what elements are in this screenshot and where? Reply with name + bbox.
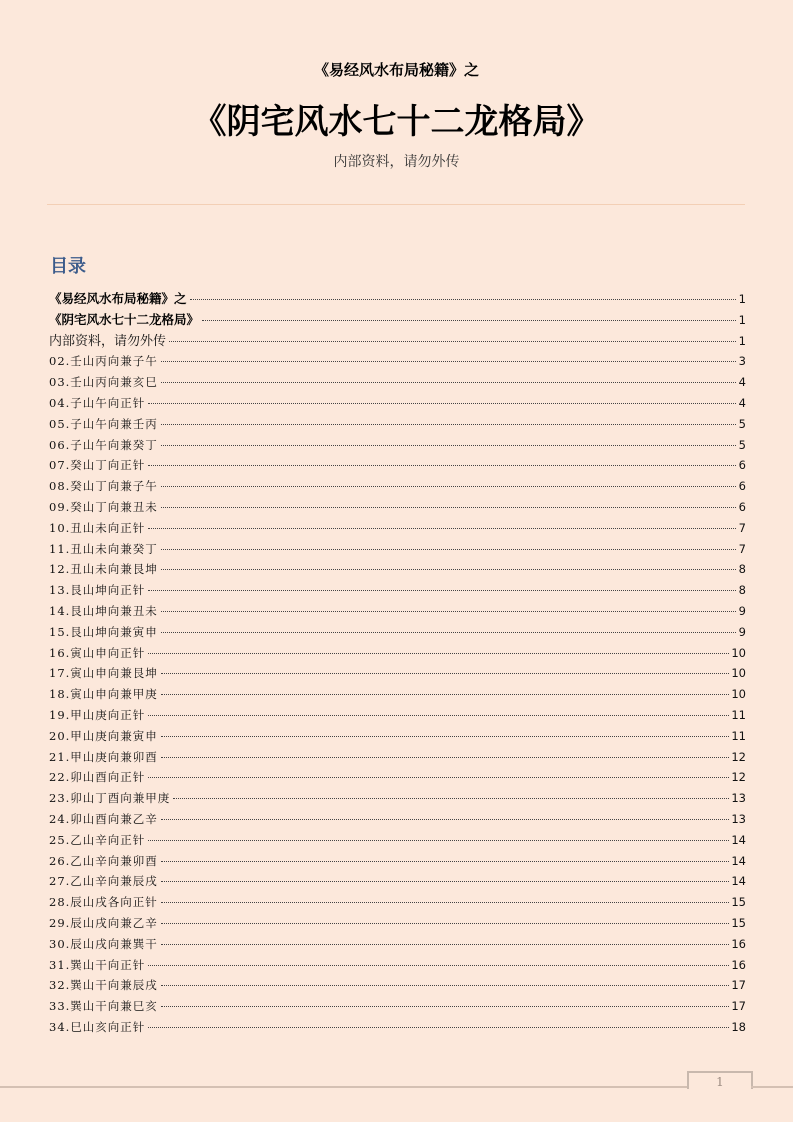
- toc-entry-page: 11: [731, 707, 746, 722]
- toc-entry-label: 28.辰山戌各向正针: [49, 895, 158, 910]
- toc-entry[interactable]: [49, 955, 746, 976]
- toc-entry-label: 06.子山午向兼癸丁: [49, 437, 158, 452]
- toc-entry[interactable]: [49, 372, 746, 393]
- toc-entry-label: 08.癸山丁向兼子午: [49, 479, 158, 494]
- toc-entry[interactable]: [49, 518, 746, 539]
- toc-entry[interactable]: [49, 580, 746, 601]
- toc-entry[interactable]: [49, 622, 746, 643]
- toc-entry-label: 26.乙山辛向兼卯酉: [49, 853, 158, 868]
- header-divider: [47, 204, 745, 205]
- toc-entry[interactable]: [49, 663, 746, 684]
- toc-entry-label: 13.艮山坤向正针: [49, 583, 146, 598]
- toc-entry[interactable]: [49, 851, 746, 872]
- toc-entry[interactable]: [49, 601, 746, 622]
- toc-heading: 目录: [50, 256, 86, 277]
- toc-entry-label: 19.甲山庚向正针: [49, 707, 146, 722]
- toc-entry-page: 13: [731, 811, 746, 826]
- toc-entry-page: 5: [738, 416, 746, 431]
- toc-entry-page: 1: [738, 312, 746, 327]
- toc-entry-label: 10.丑山未向正针: [49, 520, 146, 535]
- toc-entry-label: 14.艮山坤向兼丑未: [49, 603, 158, 618]
- toc-dot-leader: [161, 361, 736, 362]
- toc-entry[interactable]: [49, 393, 746, 414]
- toc-entry[interactable]: [49, 1017, 746, 1038]
- toc-dot-leader: [161, 549, 736, 550]
- toc-entry-label: 04.子山午向正针: [49, 395, 146, 410]
- toc-entry-page: 7: [738, 541, 746, 556]
- table-of-contents: [49, 289, 746, 1038]
- toc-entry-label: 24.卯山酉向兼乙辛: [49, 811, 158, 826]
- toc-dot-leader: [161, 424, 736, 425]
- toc-dot-leader: [148, 528, 736, 529]
- toc-entry[interactable]: [49, 455, 746, 476]
- toc-entry-page: 12: [731, 749, 746, 764]
- toc-entry-page: 10: [731, 666, 746, 681]
- toc-dot-leader: [161, 1006, 730, 1007]
- toc-entry-page: 6: [738, 458, 746, 473]
- toc-entry-label: 29.辰山戌向兼乙辛: [49, 915, 158, 930]
- series-title: 《易经风水布局秘籍》之: [313, 61, 479, 79]
- toc-dot-leader: [148, 777, 729, 778]
- toc-entry-page: 3: [738, 354, 746, 369]
- toc-entry[interactable]: [49, 351, 746, 372]
- toc-dot-leader: [161, 445, 736, 446]
- toc-dot-leader: [161, 673, 730, 674]
- document-title: 《阴宅风水七十二龙格局》: [192, 102, 601, 142]
- toc-entry-label: 22.卯山酉向正针: [49, 770, 146, 785]
- toc-dot-leader: [161, 881, 730, 882]
- toc-dot-leader: [161, 923, 730, 924]
- toc-entry-label: 23.卯山丁酉向兼甲庚: [49, 791, 171, 806]
- toc-entry-page: 17: [731, 999, 746, 1014]
- toc-entry-page: 8: [738, 583, 746, 598]
- toc-entry-label: 31.巽山干向正针: [49, 957, 146, 972]
- toc-dot-leader: [148, 465, 736, 466]
- toc-entry[interactable]: [49, 767, 746, 788]
- toc-entry[interactable]: [49, 809, 746, 830]
- toc-entry[interactable]: [49, 289, 746, 310]
- toc-entry-page: 15: [731, 915, 746, 930]
- toc-dot-leader: [161, 382, 736, 383]
- toc-entry-label: 16.寅山申向正针: [49, 645, 146, 660]
- toc-dot-leader: [161, 632, 736, 633]
- page-number-tab: [687, 1071, 753, 1089]
- toc-dot-leader: [161, 507, 736, 508]
- toc-entry-page: 5: [738, 437, 746, 452]
- toc-entry-label: 内部资料，请勿外传: [49, 333, 167, 349]
- toc-entry[interactable]: [49, 830, 746, 851]
- toc-entry[interactable]: [49, 331, 746, 352]
- toc-entry-page: 14: [731, 832, 746, 847]
- toc-entry-label: 20.甲山庚向兼寅申: [49, 728, 158, 743]
- toc-entry-page: 18: [731, 1019, 746, 1034]
- footer-rule-right: [751, 1086, 793, 1088]
- toc-entry[interactable]: [49, 684, 746, 705]
- toc-entry[interactable]: [49, 726, 746, 747]
- toc-entry-label: 27.乙山辛向兼辰戌: [49, 874, 158, 889]
- toc-entry-page: 13: [731, 791, 746, 806]
- toc-entry-label: 25.乙山辛向正针: [49, 832, 146, 847]
- toc-entry-label: 15.艮山坤向兼寅申: [49, 624, 158, 639]
- toc-entry-label: 18.寅山申向兼甲庚: [49, 687, 158, 702]
- toc-entry[interactable]: [49, 934, 746, 955]
- toc-entry-page: 10: [731, 687, 746, 702]
- toc-entry-label: 05.子山午向兼壬丙: [49, 416, 158, 431]
- toc-dot-leader: [161, 902, 730, 903]
- toc-entry-page: 1: [738, 292, 746, 306]
- toc-entry-page: 14: [731, 874, 746, 889]
- toc-entry-label: 21.甲山庚向兼卯酉: [49, 749, 158, 764]
- toc-dot-leader: [161, 944, 730, 945]
- toc-entry-label: 《阴宅风水七十二龙格局》: [49, 311, 200, 327]
- toc-entry[interactable]: [49, 747, 746, 768]
- toc-entry-label: 03.壬山丙向兼亥巳: [49, 375, 158, 390]
- toc-entry-page: 12: [731, 770, 746, 785]
- toc-entry-label: 11.丑山未向兼癸丁: [49, 541, 158, 556]
- toc-dot-leader: [161, 569, 736, 570]
- toc-entry-page: 16: [731, 957, 746, 972]
- toc-dot-leader: [148, 590, 736, 591]
- toc-entry-page: 11: [731, 728, 746, 743]
- toc-entry-label: 30.辰山戌向兼巽干: [49, 936, 158, 951]
- document-subtitle: 内部资料，请勿外传: [333, 154, 460, 170]
- toc-entry-page: 4: [738, 395, 746, 410]
- toc-entry-label: 32.巽山干向兼辰戌: [49, 978, 158, 993]
- toc-entry-label: 02.壬山丙向兼子午: [49, 354, 158, 369]
- toc-entry-page: 6: [738, 499, 746, 514]
- toc-dot-leader: [161, 611, 736, 612]
- toc-entry[interactable]: [49, 788, 746, 809]
- toc-dot-leader: [161, 819, 730, 820]
- toc-entry[interactable]: [49, 643, 746, 664]
- toc-entry-page: 9: [738, 603, 746, 618]
- toc-entry-label: 34.巳山亥向正针: [49, 1019, 146, 1034]
- toc-dot-leader: [148, 1027, 729, 1028]
- toc-dot-leader: [161, 736, 730, 737]
- toc-entry-page: 15: [731, 895, 746, 910]
- toc-dot-leader: [190, 299, 736, 300]
- toc-entry[interactable]: [49, 476, 746, 497]
- toc-entry-label: 12.丑山未向兼艮坤: [49, 562, 158, 577]
- toc-entry[interactable]: [49, 913, 746, 934]
- toc-entry[interactable]: [49, 871, 746, 892]
- toc-entry[interactable]: [49, 559, 746, 580]
- toc-dot-leader: [202, 320, 736, 321]
- toc-entry-page: 10: [731, 645, 746, 660]
- toc-entry-page: 8: [738, 562, 746, 577]
- toc-entry-page: 9: [738, 624, 746, 639]
- toc-dot-leader: [148, 653, 729, 654]
- toc-entry[interactable]: [49, 539, 746, 560]
- toc-entry-page: 14: [731, 853, 746, 868]
- toc-entry[interactable]: [49, 975, 746, 996]
- toc-entry-label: 《易经风水布局秘籍》之: [49, 291, 187, 306]
- toc-entry-page: 1: [738, 333, 746, 348]
- toc-dot-leader: [161, 486, 736, 487]
- toc-dot-leader: [161, 694, 730, 695]
- toc-entry[interactable]: [49, 310, 746, 331]
- toc-dot-leader: [161, 985, 730, 986]
- page-number: 1: [716, 1075, 724, 1089]
- toc-dot-leader: [148, 715, 729, 716]
- toc-dot-leader: [161, 861, 730, 862]
- toc-entry[interactable]: [49, 497, 746, 518]
- toc-dot-leader: [161, 757, 730, 758]
- toc-dot-leader: [148, 965, 729, 966]
- toc-dot-leader: [148, 403, 736, 404]
- toc-entry-page: 16: [731, 936, 746, 951]
- toc-entry-page: 7: [738, 520, 746, 535]
- footer-rule-left: [0, 1086, 688, 1088]
- toc-entry-label: 09.癸山丁向兼丑未: [49, 499, 158, 514]
- toc-entry-page: 17: [731, 978, 746, 993]
- toc-entry[interactable]: [49, 705, 746, 726]
- toc-entry[interactable]: [49, 892, 746, 913]
- toc-dot-leader: [173, 798, 729, 799]
- toc-entry-label: 07.癸山丁向正针: [49, 458, 146, 473]
- toc-entry-page: 4: [738, 375, 746, 390]
- toc-entry[interactable]: [49, 414, 746, 435]
- toc-entry[interactable]: [49, 435, 746, 456]
- toc-entry[interactable]: [49, 996, 746, 1017]
- toc-dot-leader: [169, 341, 736, 342]
- toc-entry-label: 33.巽山干向兼巳亥: [49, 999, 158, 1014]
- toc-entry-label: 17.寅山申向兼艮坤: [49, 666, 158, 681]
- toc-dot-leader: [148, 840, 729, 841]
- toc-entry-page: 6: [738, 479, 746, 494]
